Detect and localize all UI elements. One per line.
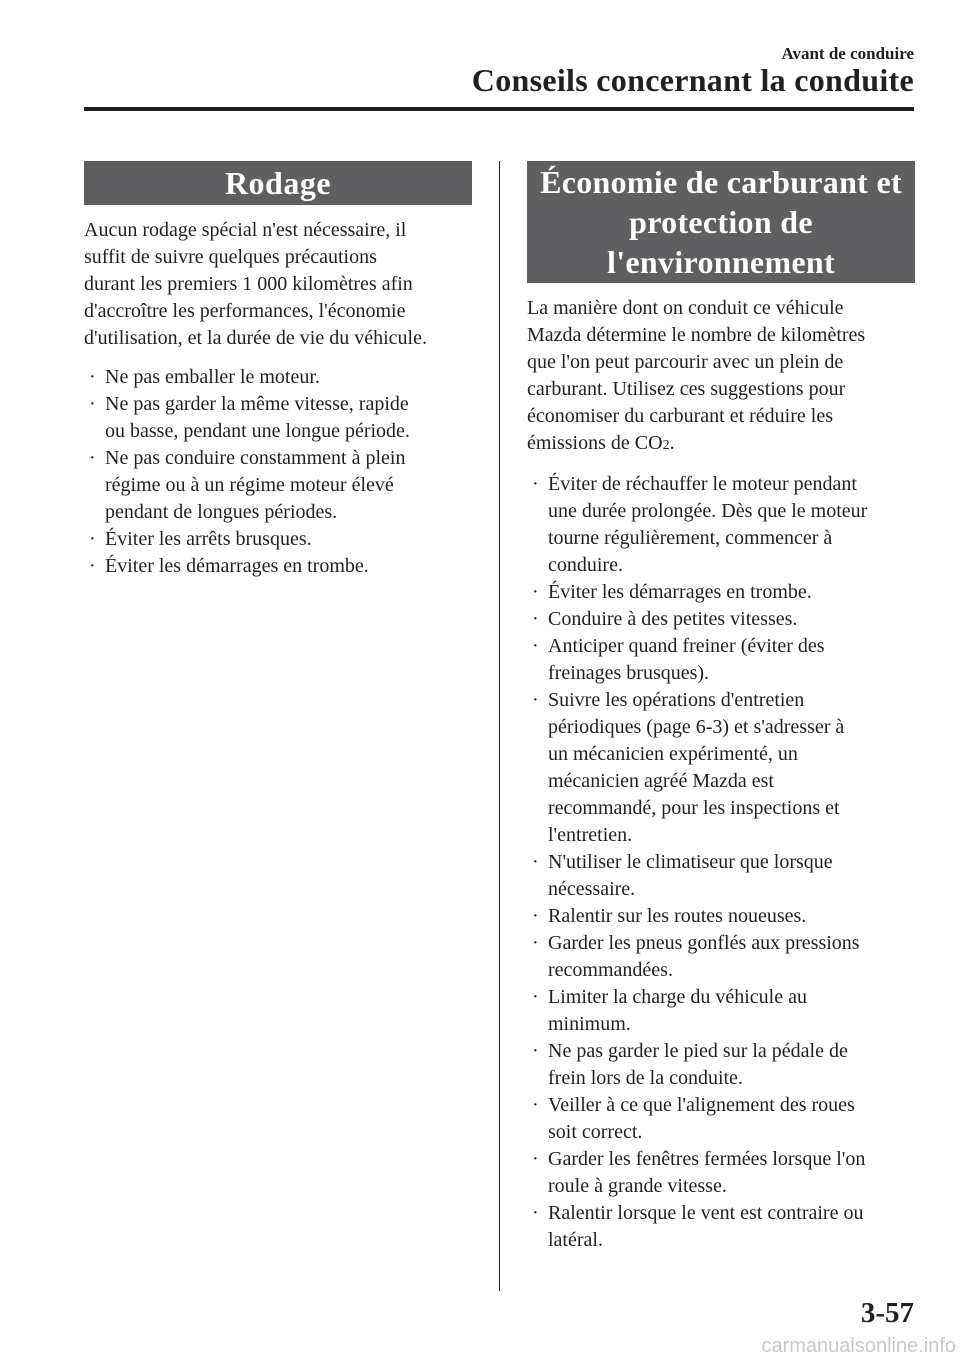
list-item-line: N'utiliser le climatiseur que lorsque [548,851,833,873]
section-heading-economie [527,161,915,283]
bullet-icon: · [89,366,96,388]
list-item-line: Conduire à des petites vitesses. [548,608,798,630]
bullet-icon: · [532,1094,539,1116]
chapter-label: Avant de conduire [781,44,914,63]
section-heading-line: protection de [629,204,813,240]
list-item-line: Ne pas garder le pied sur la pédale de [548,1040,848,1062]
bullet-icon: · [532,932,539,954]
list-item-line: Ne pas emballer le moteur. [105,366,320,388]
list-item [527,606,915,633]
bullet-icon: · [532,1148,539,1170]
economie-paragraph [527,295,915,459]
section-heading-rodage: Rodage [84,161,472,205]
list-item [527,930,915,984]
list-item [84,391,472,445]
list-item-line: nécessaire. [548,878,636,900]
list-item [84,553,472,580]
list-item-line: Ne pas conduire constamment à plein [105,447,406,469]
co2-prefix: émissions de CO [527,432,663,454]
bullet-icon: · [532,608,539,630]
paragraph-line: que l'on peut parcourir avec un plein de [527,351,844,373]
page-title: Conseils concernant la conduite [471,62,914,98]
header-divider [84,107,914,111]
paragraph-line: d'utilisation, et la durée de vie du véhicule. [84,327,427,349]
watermark: carmanualsonline.info [761,1335,956,1357]
list-item [527,579,915,606]
bullet-icon: · [89,555,96,577]
list-item-line: Suivre les opérations d'entretien [548,689,805,711]
list-item-line: une durée prolongée. Dès que le moteur [548,500,868,522]
left-column [84,161,472,580]
list-item-line: roule à grande vitesse. [548,1175,727,1197]
paragraph-line: suffit de suivre quelques précautions [84,246,377,268]
list-item-line: Veiller à ce que l'alignement des roues [548,1094,855,1116]
bullet-icon: · [532,986,539,1008]
list-item-line: recommandé, pour les inspections et [548,797,840,819]
list-item [527,1200,915,1254]
list-item [527,687,915,849]
list-item-line: l'entretien. [548,824,633,846]
list-item [527,984,915,1038]
bullet-icon: · [532,473,539,495]
list-item-line: Garder les pneus gonflés aux pressions [548,932,860,954]
page-number: 3-57 [860,1297,914,1329]
column-divider [499,161,500,1291]
list-item-line: régime ou à un régime moteur élevé [105,474,394,496]
list-item-line: Ne pas garder la même vitesse, rapide [105,393,409,415]
paragraph-line: d'accroître les performances, l'économie [84,300,406,322]
section-heading-line: l'environnement [607,244,835,280]
list-item [527,1092,915,1146]
list-item [527,1146,915,1200]
list-item-line: ou basse, pendant une longue période. [105,420,410,442]
list-item-line: Éviter les arrêts brusques. [105,528,312,550]
bullet-icon: · [532,1202,539,1224]
section-heading-line: Économie de carburant et [540,164,902,200]
list-item-line: conduire. [548,554,623,576]
bullet-icon: · [89,447,96,469]
rodage-paragraph [84,217,472,352]
paragraph-line: Aucun rodage spécial n'est nécessaire, il [84,219,407,241]
list-item [84,526,472,553]
list-item-line: minimum. [548,1013,631,1035]
list-item-line: Ralentir sur les routes noueuses. [548,905,807,927]
bullet-icon: · [89,528,96,550]
bullet-icon: · [532,635,539,657]
list-item [527,1038,915,1092]
co2-subscript: 2 [662,438,670,453]
list-item-line: freinages brusques). [548,662,710,684]
paragraph-line: La manière dont on conduit ce véhicule [527,297,844,319]
bullet-icon: · [89,393,96,415]
list-item-line: latéral. [548,1229,603,1251]
list-item-line: pendant de longues périodes. [105,501,338,523]
list-item-line: Éviter les démarrages en trombe. [105,555,369,577]
list-item [527,471,915,579]
list-item-line: frein lors de la conduite. [548,1067,743,1089]
list-item [527,633,915,687]
right-column [527,161,915,1254]
list-item-line: Ralentir lorsque le vent est contraire ou [548,1202,864,1224]
list-item-line: recommandées. [548,959,673,981]
bullet-icon: · [532,581,539,603]
list-item [527,903,915,930]
bullet-icon: · [532,851,539,873]
list-item-line: Anticiper quand freiner (éviter des [548,635,825,657]
list-item-line: un mécanicien expérimenté, un [548,743,798,765]
list-item [84,445,472,526]
list-item-line: périodiques (page 6-3) et s'adresser à [548,716,845,738]
list-item-line: mécanicien agréé Mazda est [548,770,774,792]
paragraph-line [527,430,915,459]
rodage-bullet-list [84,364,472,580]
list-item-line: soit correct. [548,1121,643,1143]
bullet-icon: · [532,689,539,711]
list-item-line: Garder les fenêtres fermées lorsque l'on [548,1148,866,1170]
economie-bullet-list [527,471,915,1254]
bullet-icon: · [532,905,539,927]
list-item-line: Éviter de réchauffer le moteur pendant [548,473,857,495]
bullet-icon: · [532,1040,539,1062]
list-item [84,364,472,391]
paragraph-line: durant les premiers 1 000 kilomètres afin [84,273,413,295]
list-item [527,849,915,903]
list-item-line: tourne régulièrement, commencer à [548,527,833,549]
paragraph-line: économiser du carburant et réduire les [527,405,833,427]
list-item-line: Limiter la charge du véhicule au [548,986,807,1008]
paragraph-line: carburant. Utilisez ces suggestions pour [527,378,846,400]
list-item-line: Éviter les démarrages en trombe. [548,581,812,603]
paragraph-line: Mazda détermine le nombre de kilomètres [527,324,866,346]
co2-suffix: . [669,432,675,454]
